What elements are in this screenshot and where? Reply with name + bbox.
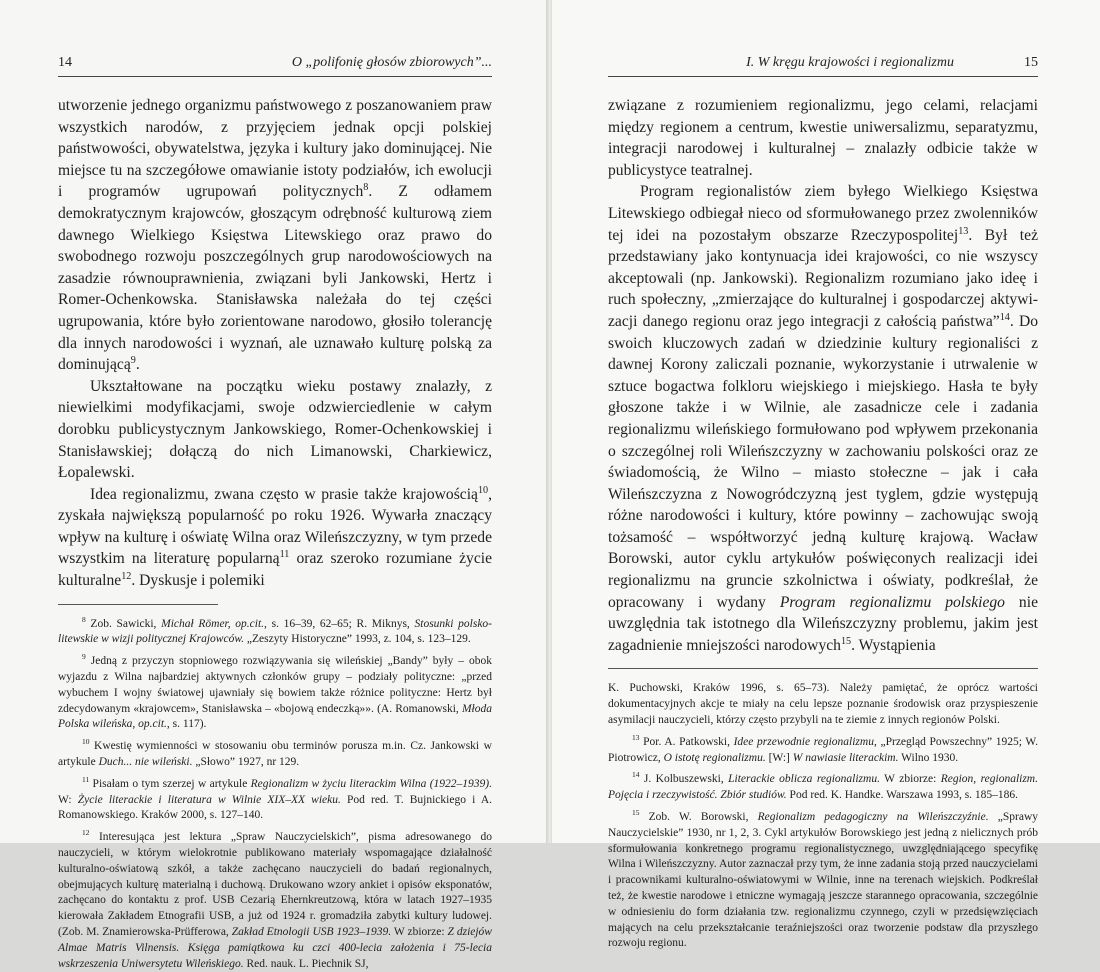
left-page-header: [58, 52, 492, 74]
header-rule: [608, 76, 1038, 77]
paragraph: Idea regionalizmu, zwana często w prasie także krajowością$^{10}$, zyskała największą popularność po roku 1926. Wywarła znaczący wpływ na kulturę i oświatę Wilna oraz Wileńszczyzny, w tym przede wszystkim na literaturę popularną$^{11}$ oraz szeroko rozumiane życie kulturalne$^{12}$. Dyskusje i polemiki: [58, 484, 493, 590]
footnote-separator: [58, 604, 218, 605]
footnote: $^{15}$ Zob. W. Borowski, Regionalizm pedagogiczny na Wileńszczyźnie. „Sprawy Nauczycielskie” 1930, nr 1, 2, 3. Cykl artykułów Borowskiego jest jedną z nielicznych prób sformułowania konkretnego programu regionalistycznego, uwzględniającego specyfikę Wilna i Wileńszczyzny. Autor zaznaczał przy tym, że inne zadania stoją przed nauczycielami i pracownikami kulturalno-oświatowymi w Wilnie, inne na terenach wiejskich. Podkreślał też, że kwestie narodowe i etniczne wymagają jeszcze starannego opracowania, szczególnie w odniesieniu do form działania tzw. regionalizmu czynnego, czyli w przedsięwzięciach mających na celu przekształcanie teraźniejszości oraz tworzenie podstaw dla przyszłego rozwoju regionu.: [608, 808, 1039, 950]
footnote: $^{12}$ Interesująca jest lektura „Spraw Nauczycielskich”, pisma adresowanego do nauczycieli, w którym wielokrotnie publikowano materiały wspomagające działalność kulturalno-oświatową szkół, a także zachęcano nauczycieli do badań regionalnych, obejmujących kulturę materialną i duchową. Drukowano wzory ankiet i opisów eksponatów, zachęcano do kontaktu z prof. USB Cezarią Ehernkreutzową, która w latach 1927–1935 kierowała Zakładem Etnografii USB, a już od 1924 r. gromadziła zabytki kultury ludowej. (Zob. M. Znamierowska-Prüfferowa, Zakład Etnologii USB 1923–1939. W zbiorze: Z dziejów Almae Matris Vilnensis. Księga pamiątkowa ku czci 400-lecia założenia i 75-lecia wskrzeszenia Uniwersytetu Wileńskiego. Red. nauk. L. Piechnik SJ,: [58, 828, 492, 970]
page-number: 15: [1024, 55, 1038, 70]
body-text: [608, 95, 1038, 656]
right-page: [552, 0, 1100, 950]
footnotes: [608, 681, 1038, 952]
footnote: $^9$ Jedną z przyczyn stopniowego rozwiązywania się wileńskiej „Bandy” były – obok wyjazdu z Wilna najbardziej aktywnych członków grupy – podziały polityczne: „przed wybuchem I wojny światowej ujawniały się bowiem także różnice polityczne: Hertz był zdecydowanym «krajowcem», Stanisławska – «bojową endeczką»». (A. Romanowski, Młoda Polska wileńska, op.cit., s. 117).: [58, 652, 492, 731]
footnote-separator: [608, 668, 1038, 669]
footnote: $^{14}$ J. Kolbuszewski, Literackie oblicza regionalizmu. W zbiorze: Region, regionalizm. Pojęcia i rzeczywistość. Zbiór studiów. Pod red. K. Handke. Warszawa 1993, s. 185–186.: [608, 770, 1038, 802]
running-head: O „polifonię głosów zbiorowych”...: [291, 55, 492, 70]
body-text: [58, 95, 492, 592]
footnote: $^{11}$ Pisałam o tym szerzej w artykule Regionalizm w życiu literackim Wilna (1922–1939). W: Życie literackie i literatura w Wilnie XIX–XX wieku. Pod red. T. Bujnickiego i A. Romanowskiego. Kraków 2000, s. 127–140.: [58, 775, 492, 822]
header-rule: [58, 76, 492, 77]
footnote: $^8$ Zob. Sawicki, Michał Römer, op.cit., s. 16–39, 62–65; R. Miknys, Stosunki polsko-litewskie w wizji politycznej Krajowców. „Zeszyty Historyczne” 1993, z. 104, s. 123–129.: [58, 614, 493, 646]
paragraph: utworzenie jednego organizmu państwowego z poszanowaniem praw wszystkich narodów, z przyjęciem jednak opcji polskiej państwowości, obywatelstwa, języka i kultury jako dominującej. Nie miejsce tu na szczegółowe omawianie istoty podziałów, ich ewolucji i programów ugrupowań politycznych$^8$. Z odłamem demokratycznym krajowców, głoszącym odrębność kulturową ziem dawnego Wielkiego Księstwa Litewskiego oraz prawo do swobodnego rozwoju poszczególnych grup narodowościowych na zasadzie równouprawnienia, związani byli Jankowski, Hertz i Romer-Ochenkowska. Stanisławska należała do tej części ugrupowania, które było zorientowane narodowo, głosiło tolerancję dla innych narodowości i wyznań, ale uznawało kulturę polską za dominującą$^9$.: [58, 97, 492, 374]
paragraph: związane z rozumieniem regionalizmu, jego celami, relacjami między regionem a centrum, kwestie uniwersalizmu, separatyzmu, integracji narodowej i kulturalnej – znalazły odbicie także w publicystyce teatralnej.: [608, 97, 1038, 179]
running-head: I. W kręgu krajowości i regionalizmu: [746, 55, 954, 70]
footnote: K. Puchowski, Kraków 1996, s. 65–73). Należy pamiętać, że oprócz wartości dokumentacyjnych akcje te miały na celu lepsze poznanie środowisk oraz przyspieszenie asymilacji nauczycieli, którzy często przybyli na te ziemie z innych regionów Polski.: [608, 682, 1038, 727]
footnote: $^{10}$ Kwestię wymienności w stosowaniu obu terminów porusza m.in. Cz. Jankowski w artykule Duch... nie wileński. „Słowo” 1927, nr 129.: [58, 737, 492, 769]
page-number: 14: [58, 55, 72, 70]
left-page: [0, 0, 548, 970]
paragraph: Program regionalistów ziem byłego Wielkiego Księstwa Litewskiego odbiegał nieco od sformułowanego przez zwolenników tej idei na pozostałym obszarze Rzeczypospolitej$^{13}$. Był też przedstawiany jako kontynuacja idei krajowości, co nie wszyscy akceptowali (np. Jankowski). Regionalizm rozumiano jako ideę i ruch społeczny, „zmierzające do kulturalnej i gospodarczej aktywizacji danego regionu oraz jego integracji z całością państwa”$^{14}$. Do swoich kluczowych zadań w dziedzinie kultury regionaliści z dawnej Korony zaliczali poznanie, wykorzystanie i utrwalenie w sztuce bogactwa folkloru wiejskiego i miejskiego. Hasła te były głoszone także i w Wilnie, ale zasadnicze cele i zadania regionalizmu wileńskiego formułowano pod wpływem przekonania o szczególnej roli Wileńszczyzny w zachowaniu polskości oraz ze świadomością, że Wilno – miasto stołeczne – jak i cała Wileńszczyzna z Nowogródczyzną jest tyglem, gdzie występują różne narodowości i kultury, które powinny – zachowując swoją tożsamość – współtworzyć jedną kulturę krajową. Wacław Borowski, autor cyklu artykułów poświęconych realizacji idei regionalizmu na gruncie szkolnictwa i oświaty, podkreślał, że opracowany i wydany Program regionalizmu polskiego nie uwzględnia tak istotnego dla Wileńszczyzny problemu, jakim jest zagadnienie mniejszości narodowych$^{15}$. Wystąpienia: [608, 183, 1039, 654]
right-page-header: [608, 52, 1038, 74]
footnote: $^{13}$ Por. A. Patkowski, Idee przewodnie regionalizmu, „Przegląd Powszechny” 1925; W. Piotrowicz, O istotę regionalizmu. [W:] W nawiasie literackim. Wilno 1930.: [608, 733, 1038, 764]
footnotes: [58, 614, 493, 972]
paragraph: Ukształtowane na początku wieku postawy znalazły, z niewielkimi modyfikacjami, swoje odzwierciedlenie w całym dorobku publicystycznym Jankowskiego, Romer-Ochenkowskiej i Stanisławskiej; dołączą do nich Limanowski, Charkiewicz, Łopalewski.: [58, 377, 492, 482]
